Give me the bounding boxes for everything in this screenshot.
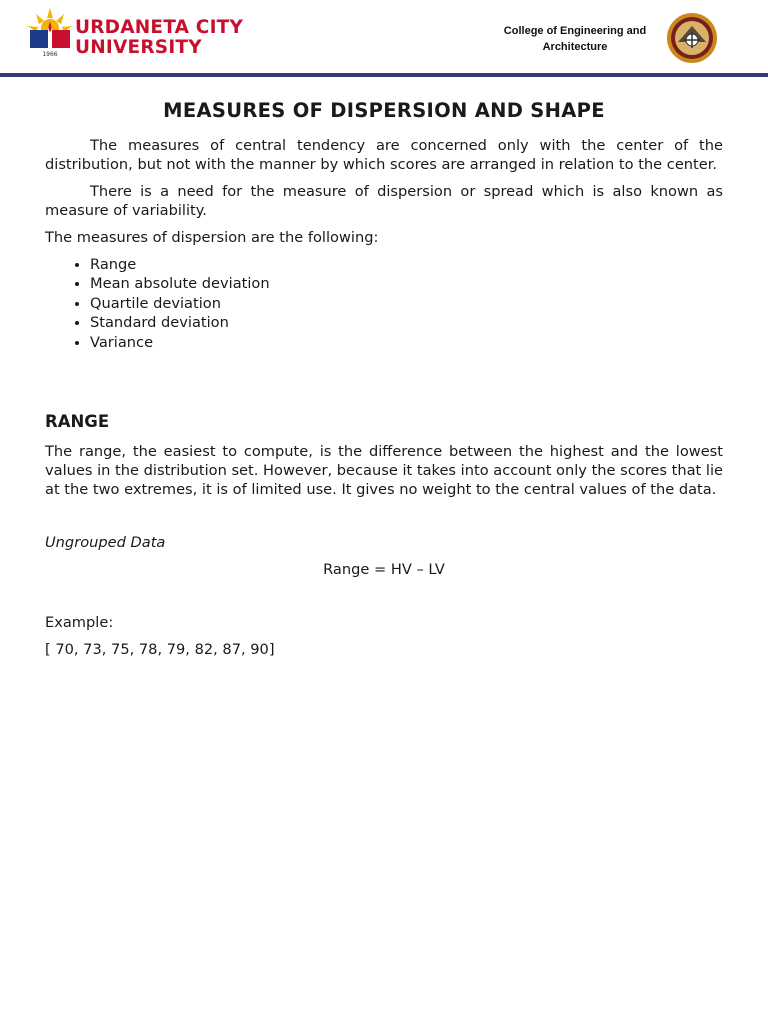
range-formula: Range = HV – LV <box>323 561 445 579</box>
logo-year: 1966 <box>42 51 58 58</box>
range-heading: RANGE <box>45 412 110 432</box>
university-name-line1: URDANETA CITY <box>75 17 244 38</box>
university-logo <box>24 6 76 58</box>
list-intro: The measures of dispersion are the following: <box>45 229 379 246</box>
college-seal-logo <box>664 12 720 64</box>
college-name-line1: College of Engineering and <box>503 25 647 37</box>
list-item: • Mean absolute deviation <box>90 274 723 293</box>
range-paragraph: The range, the easiest to compute, is the difference between the highest and the lowest values in the distribution set. However, because it takes into account only the scores that lie at the two extremes, it is of limited use. It gives no weight to the central values of the data. <box>45 443 723 499</box>
header-divider <box>0 73 768 77</box>
variability-paragraph: There is a need for the measure of dispersion or spread which is also known as measure of variability. <box>45 183 723 219</box>
document-body <box>45 98 723 667</box>
college-name <box>490 23 660 55</box>
list-item: • Quartile deviation <box>90 294 723 313</box>
list-item: • Standard deviation <box>90 313 723 332</box>
ungrouped-label: Ungrouped Data <box>45 534 166 552</box>
intro-paragraph: The measures of central tendency are concerned only with the center of the distribution, but not with the manner by which scores are arranged in relation to the center. <box>45 137 723 173</box>
example-data: [ 70, 73, 75, 78, 79, 82, 87, 90] <box>45 641 275 659</box>
university-name-line2: UNIVERSITY <box>75 37 202 58</box>
example-label: Example: <box>45 614 114 632</box>
page-header <box>0 0 768 74</box>
university-name <box>75 18 243 58</box>
list-item: • Variance <box>90 333 723 352</box>
college-name-line2: Architecture <box>542 41 608 53</box>
page-title: MEASURES OF DISPERSION AND SHAPE <box>163 99 605 122</box>
list-item: • Range <box>90 255 723 274</box>
dispersion-list <box>45 255 723 352</box>
